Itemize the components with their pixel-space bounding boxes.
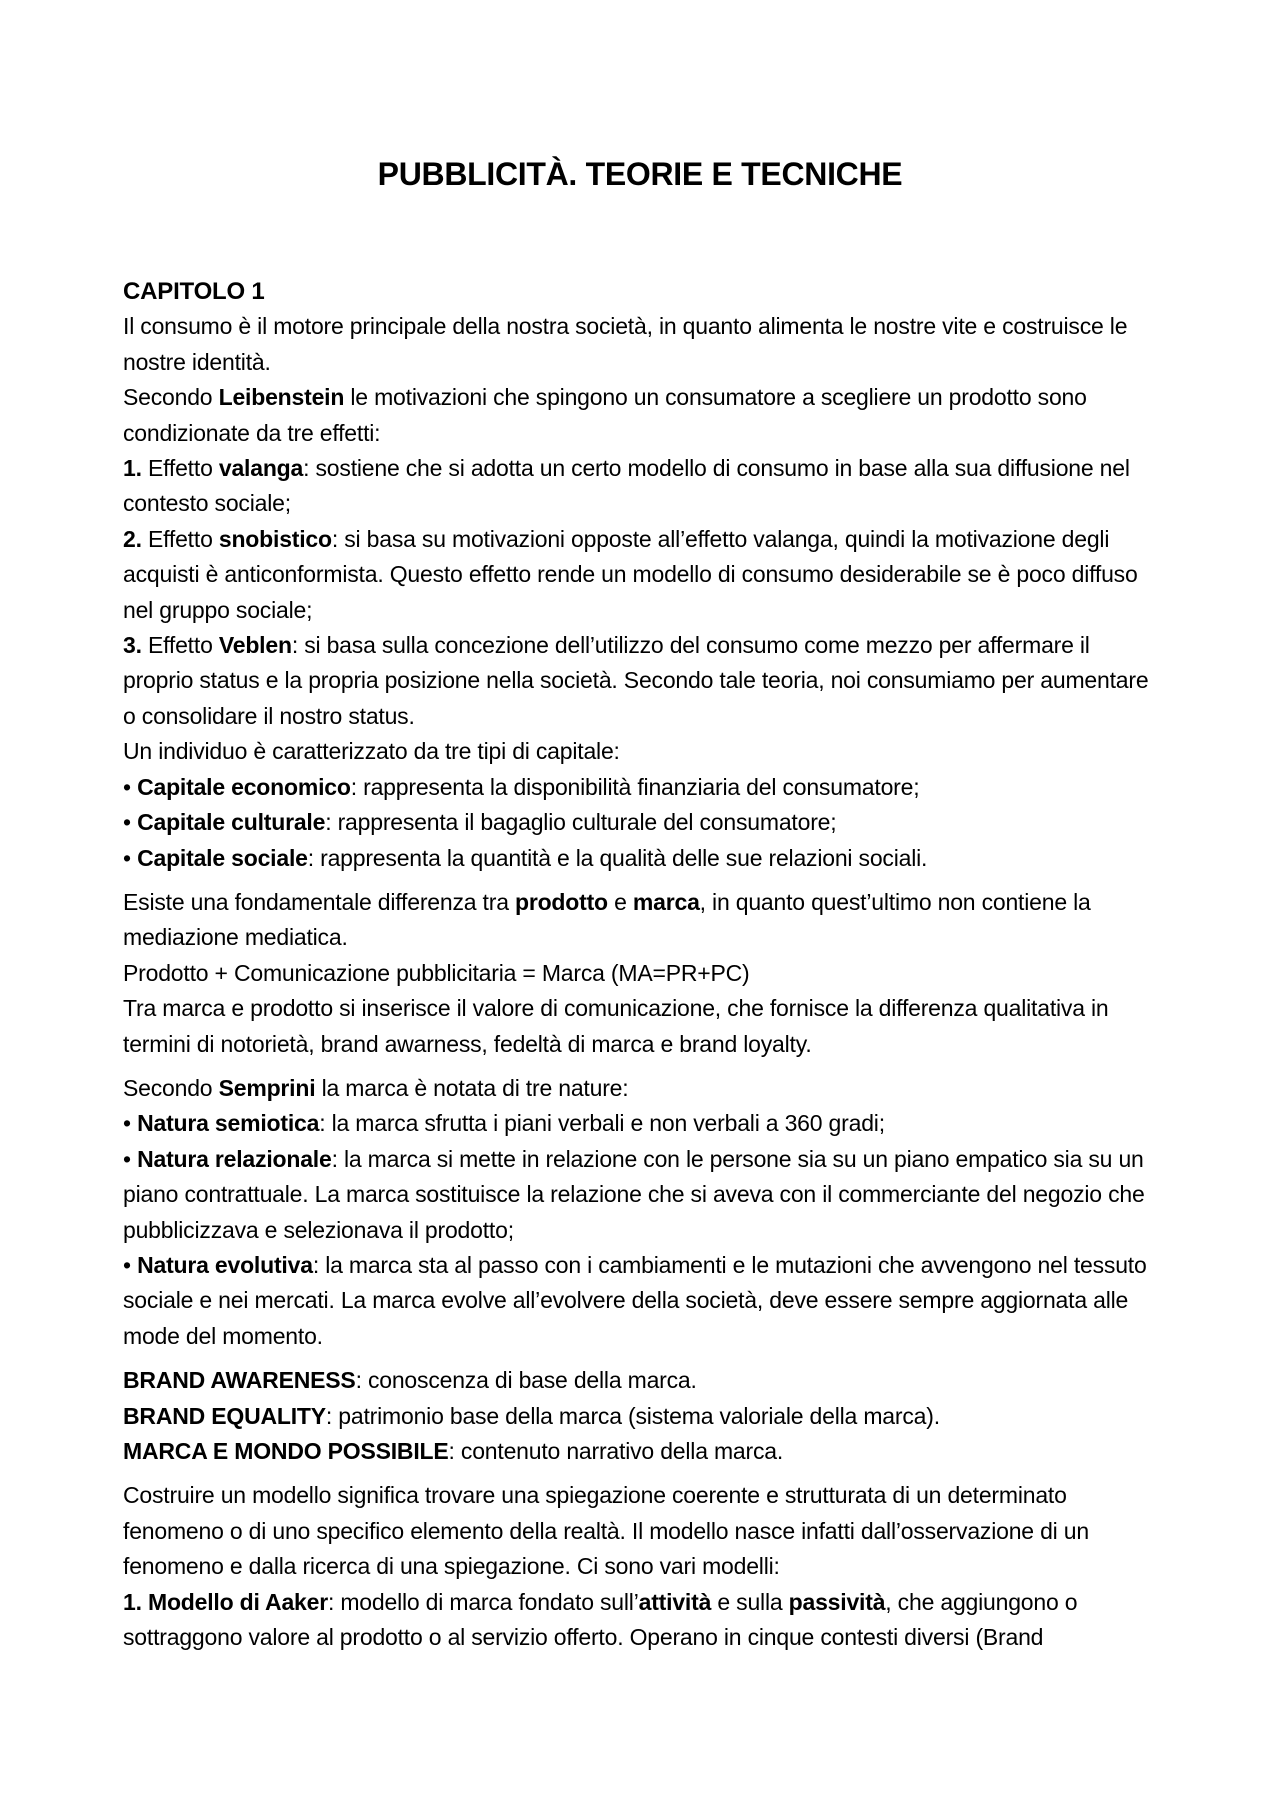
formula-line: Prodotto + Comunicazione pubblicitaria = Marca (MA=PR+PC) [123,959,750,986]
nature-item: • Natura evolutiva: la marca sta al passo con i cambiamenti e le mutazioni che avvengono nel tessuto sociale e nei mercati. La marca evolve all’evolvere della società, deve essere sempre aggiornata alle mode del momento. [123,1251,1147,1349]
paragraph-prodotto-marca: Esiste una fondamentale differenza tra prodotto e marca, in quanto quest’ultimo non contiene la mediazione mediatica. [123,888,1091,951]
definition-item: MARCA E MONDO POSSIBILE: contenuto narrativo della marca. [123,1438,784,1464]
nature-item: • Natura semiotica: la marca sfrutta i piani verbali e non verbali a 360 gradi; [123,1110,885,1137]
paragraph-leibenstein: Secondo Leibenstein le motivazioni che spingono un consumatore a scegliere un prodotto sono condizionate da tre effetti: [123,384,1087,446]
model-item-aaker: 1. Modello di Aaker: modello di marca fondato sull’attività e sulla passività, che aggiungono o sottraggono valore al prodotto o al servizio offerto. Operano in cinque contesti diversi (Brand [123,1588,1078,1651]
paragraph-capitale-intro: Un individuo è caratterizzato da tre tipi di capitale: [123,738,620,765]
capital-item: • Capitale economico: rappresenta la disponibilità finanziaria del consumatore; [123,773,920,800]
paragraph-consumo: Il consumo è il motore principale della nostra società, in quanto alimenta le nostre vite e costruisce le nostre identità. [123,313,1128,375]
effect-item: 2. Effetto snobistico: si basa su motivazioni opposte all’effetto valanga, quindi la motivazione degli acquisti è anticonformista. Questo effetto rende un modello di consumo desiderabile se è poco diffuso nel gruppo sociale; [123,525,1138,623]
definition-item: BRAND AWARENESS: conoscenza di base della marca. [123,1367,697,1394]
paragraph-valore: Tra marca e prodotto si inserisce il valore di comunicazione, che fornisce la differenza qualitativa in termini di notorietà, brand awarness, fedeltà di marca e brand loyalty. [123,995,1109,1057]
paragraph-semprini: Secondo Semprini la marca è notata di tre nature: [123,1074,629,1101]
document-title: PUBBLICITÀ. TEORIE E TECNICHE [377,156,903,192]
document-body [123,274,1163,1655]
definition-item: BRAND EQUALITY: patrimonio base della marca (sistema valoriale della marca). [123,1402,940,1429]
paragraph-modello: Costruire un modello significa trovare una spiegazione coerente e strutturata di un determinato fenomeno o di uno specifico elemento della realtà. Il modello nasce infatti dall’osservazione di un fenomeno e dalla ricerca di una spiegazione. Ci sono vari modelli: [123,1482,1089,1580]
chapter-heading: CAPITOLO 1 [123,278,265,305]
capital-item: • Capitale culturale: rappresenta il bagaglio culturale del consumatore; [123,809,837,836]
effect-item: 3. Effetto Veblen: si basa sulla concezione dell’utilizzo del consumo come mezzo per affermare il proprio status e la propria posizione nella società. Secondo tale teoria, noi consumiamo per aumentare o consolidare il nostro status. [123,632,1149,729]
capital-item: • Capitale sociale: rappresenta la quantità e la qualità delle sue relazioni sociali. [123,844,928,871]
effect-item: 1. Effetto valanga: sostiene che si adotta un certo modello di consumo in base alla sua diffusione nel contesto sociale; [123,455,1130,517]
nature-item: • Natura relazionale: la marca si mette in relazione con le persone sia su un piano empatico sia su un piano contrattuale. La marca sostituisce la relazione che si aveva con il commerciante del negozio che pubblicizzava e selezionava il prodotto; [123,1145,1145,1243]
